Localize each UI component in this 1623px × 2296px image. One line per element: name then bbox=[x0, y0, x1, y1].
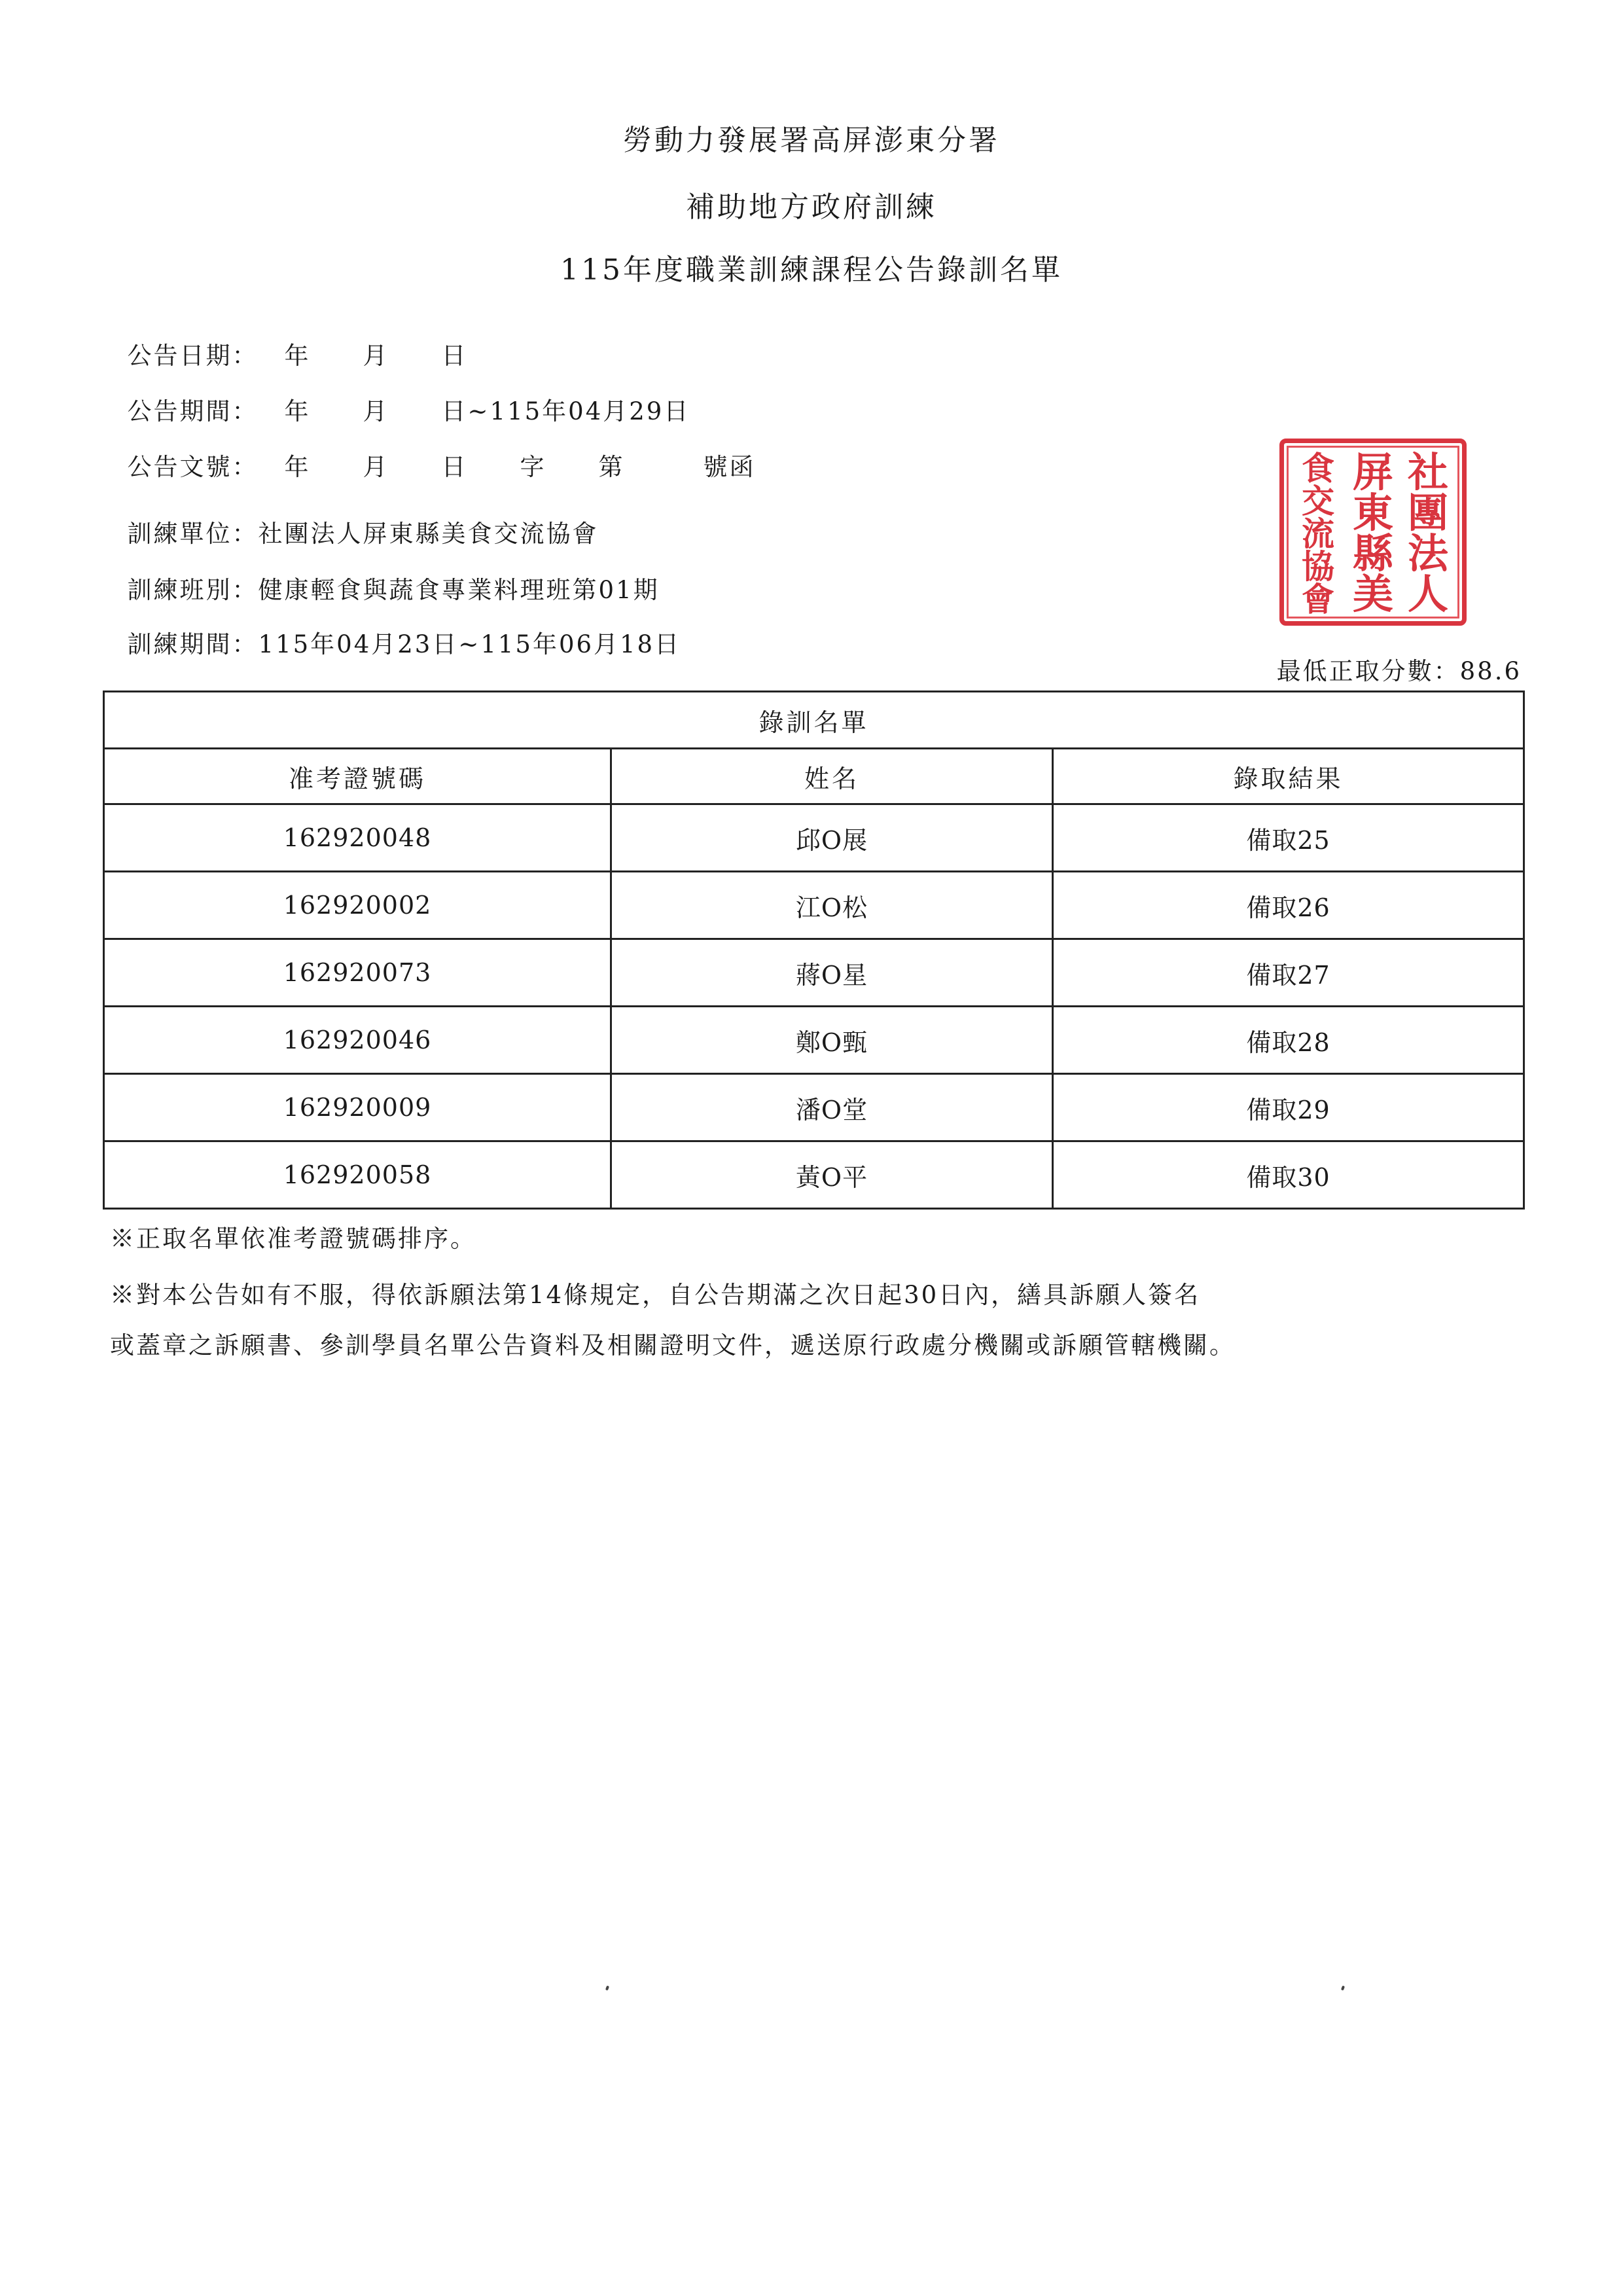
result-cell: 備取28 bbox=[1053, 1007, 1524, 1074]
seal-char: 屏 bbox=[1352, 448, 1393, 496]
table-row bbox=[104, 1074, 1524, 1141]
seal-char: 團 bbox=[1407, 489, 1448, 537]
notice-title: 115年度職業訓練課程公告錄訓名單 bbox=[560, 253, 1063, 287]
training-unit-line bbox=[108, 486, 599, 549]
result-cell: 備取27 bbox=[1053, 939, 1524, 1007]
announce-period-line bbox=[108, 363, 690, 427]
seal-char: 法 bbox=[1407, 529, 1448, 577]
result-cell: 備取26 bbox=[1053, 872, 1524, 939]
exam-number-cell: 162920058 bbox=[104, 1141, 611, 1209]
table-row bbox=[104, 939, 1524, 1007]
program-title: 補助地方政府訓練 bbox=[686, 190, 937, 224]
exam-number-cell: 162920048 bbox=[104, 804, 611, 872]
table-row bbox=[104, 804, 1524, 872]
training-course-value: 健康輕食與蔬食專業料理班第01期 bbox=[258, 576, 660, 604]
training-period-line bbox=[108, 596, 681, 660]
name-cell: 邱O展 bbox=[611, 804, 1053, 872]
name-cell: 蔣O星 bbox=[611, 939, 1053, 1007]
column-header-exam-number: 准考證號碼 bbox=[104, 749, 611, 804]
result-cell: 備取25 bbox=[1053, 804, 1524, 872]
seal-char: 流 bbox=[1302, 514, 1334, 553]
doc-number-value: 年 月 日 字 第 號函 bbox=[258, 453, 756, 481]
seal-column bbox=[1400, 448, 1455, 618]
minimum-score bbox=[1277, 651, 1522, 687]
exam-number-cell: 162920009 bbox=[104, 1074, 611, 1141]
agency-title: 勞動力發展署高屏澎東分署 bbox=[623, 124, 1000, 157]
minimum-score-value: 88.6 bbox=[1459, 657, 1522, 685]
name-cell: 江O松 bbox=[611, 872, 1053, 939]
appeal-note-line-2: 或蓋章之訴願書、參訓學員名單公告資料及相關證明文件，遞送原行政處分機關或訴願管轄機關。 bbox=[110, 1331, 1236, 1359]
seal-char: 協 bbox=[1302, 547, 1334, 586]
seal-char: 交 bbox=[1302, 482, 1334, 520]
training-period-value: 115年04月23日~115年06月18日 bbox=[258, 630, 681, 658]
scan-speck bbox=[1341, 1986, 1345, 1991]
seal-column bbox=[1346, 448, 1400, 618]
exam-number-cell: 162920073 bbox=[104, 939, 611, 1007]
training-course-label: 訓練班別： bbox=[127, 576, 259, 604]
table-row bbox=[104, 1141, 1524, 1209]
seal-char: 社 bbox=[1407, 448, 1448, 496]
table-row bbox=[104, 1007, 1524, 1074]
name-cell: 鄭O甄 bbox=[611, 1007, 1053, 1074]
table-caption: 錄訓名單 bbox=[104, 692, 1524, 749]
scan-speck bbox=[605, 1986, 609, 1991]
result-cell: 備取29 bbox=[1053, 1074, 1524, 1141]
column-header-result: 錄取結果 bbox=[1053, 749, 1524, 804]
admission-roster-table bbox=[103, 691, 1525, 1210]
training-unit-label: 訓練單位： bbox=[127, 520, 259, 548]
name-cell: 潘O堂 bbox=[611, 1074, 1053, 1141]
exam-number-cell: 162920046 bbox=[104, 1007, 611, 1074]
column-header-name: 姓名 bbox=[611, 749, 1053, 804]
announce-period-value: 年 月 日~115年04月29日 bbox=[258, 397, 690, 425]
table-header-row bbox=[104, 749, 1524, 804]
minimum-score-label: 最低正取分數： bbox=[1276, 657, 1460, 685]
seal-column bbox=[1291, 449, 1345, 619]
seal-char: 縣 bbox=[1352, 529, 1393, 577]
doc-number-line bbox=[108, 419, 756, 482]
appeal-note-line-1: ※對本公告如有不服，得依訴願法第14條規定，自公告期滿之次日起30日內，繕具訴願人簽名 bbox=[110, 1281, 1201, 1309]
exam-number-cell: 162920002 bbox=[104, 872, 611, 939]
table-row bbox=[104, 872, 1524, 939]
announce-date-line bbox=[108, 308, 468, 371]
sort-order-note: ※正取名單依准考證號碼排序。 bbox=[110, 1225, 476, 1253]
training-period-label: 訓練期間： bbox=[127, 630, 259, 658]
announce-period-label: 公告期間： bbox=[127, 397, 259, 425]
doc-number-label: 公告文號： bbox=[127, 453, 259, 481]
seal-char: 會 bbox=[1302, 580, 1334, 619]
organization-seal-stamp bbox=[1279, 439, 1467, 626]
seal-char: 食 bbox=[1302, 449, 1334, 488]
training-unit-value: 社團法人屏東縣美食交流協會 bbox=[258, 520, 599, 548]
seal-char: 人 bbox=[1407, 570, 1448, 618]
result-cell: 備取30 bbox=[1053, 1141, 1524, 1209]
seal-char: 美 bbox=[1352, 570, 1393, 618]
seal-char: 東 bbox=[1352, 489, 1393, 537]
announce-date-label: 公告日期： bbox=[127, 342, 259, 370]
table-caption-row bbox=[104, 692, 1524, 749]
announce-date-value: 年 月 日 bbox=[258, 342, 468, 370]
name-cell: 黃O平 bbox=[611, 1141, 1053, 1209]
